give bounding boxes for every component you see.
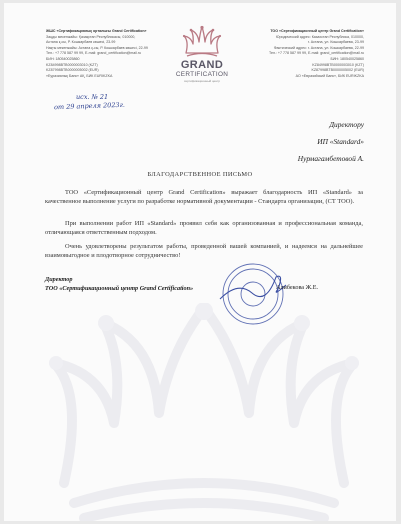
header-line: Фактический адрес: г. Астана, ул. Кошкарбаева, 22-99 <box>273 45 364 50</box>
header-line: KZ84998BTB0000003010 (KZT) <box>46 62 98 67</box>
header-line: «Еуразиялық Банк» АҚ, БИК EURIKZKA <box>46 73 113 78</box>
header-line: Юридический адрес: Казахстан Республика, 010000, <box>275 34 364 39</box>
company-seal <box>218 259 288 329</box>
header-line: Астана қ-сы, Р. Кошкарбаев көшесі, 23-99 <box>46 40 116 45</box>
signatory-org: ТОО «Сертификационный центр Grand Certification» <box>45 285 194 292</box>
recipient-block <box>298 116 364 167</box>
crown-watermark <box>44 303 364 521</box>
letter-title: БЛАГОДАРСТВЕННОЕ ПИСЬМО <box>147 171 253 178</box>
letter-page <box>4 3 396 521</box>
header-line: АО «Евразийский Банк», БИК EURIKZKA <box>295 73 364 78</box>
header-line: KZ87998BTB0000005002 (EUR) <box>311 68 364 73</box>
header-line: ТОО «Сертификационный центр Grand Certification» <box>270 29 364 33</box>
sender-header-kz <box>46 29 166 79</box>
signatory-title: Директор <box>45 276 73 283</box>
sender-header-ru <box>240 29 364 79</box>
recipient-name: Нурмагамбетовой А. <box>297 154 364 163</box>
header-line: KZ84998BTB0000003010 (KZT) <box>312 62 364 67</box>
crown-icon <box>181 25 223 59</box>
header-line: Нақты мекенжайы: Астана қ-сы, Р. Кошкарбаев көшесі, 22-99 <box>46 45 148 50</box>
recipient-role: Директору <box>329 120 364 129</box>
signatory-block <box>45 275 193 293</box>
logo-word-grand: GRAND <box>180 59 224 71</box>
header-line: г. Астана, ул. Кошкарбаева, 23-99 <box>307 40 364 45</box>
header-line: Тел.: +7 778 587 99 99, E-mail: grand_certification@mail.ru <box>268 51 364 56</box>
outgoing-date: от 29 апреля 2023г. <box>53 100 126 112</box>
outgoing-number: исх. № 21 <box>76 93 109 101</box>
header-line: БИН: 180540025860 <box>330 56 364 61</box>
signatory-name: Алибекова Ж.Е. <box>276 284 319 291</box>
letter-paragraph-3: Очень удовлетворены результатом работы, проведенной вашей компанией, и надеемся на дальнейшее взаимовыгодное и плодотворное сотрудничество! <box>45 243 363 259</box>
letter-paragraph-1: ТОО «Сертификационный центр Grand Certification» выражает благодарность ИП «Standard» за качественное выполнение услуги по разработке нормативной документации - Стандарта организации, (СТ ТОО). <box>45 189 363 205</box>
recipient-org: ИП «Standard» <box>317 137 364 146</box>
letter-paragraph-2: При выполнении работ ИП «Standard» проявил себя как организованная и профессиональная команда, отличающаяся ответственным подходом. <box>45 220 363 236</box>
grand-certification-logo <box>174 25 230 83</box>
header-line: ЖШС «Сертификациялық орталығы Grand Certification» <box>46 29 147 33</box>
header-line: БИН: 180540025860 <box>46 56 80 61</box>
header-line: Тел.: +7 778 587 99 99, E-mail: grand_certification@mail.ru <box>46 51 142 56</box>
header-line: Заңды мекенжайы: Қазақстан Республикасы, 010000, <box>46 34 136 39</box>
logo-tagline: сертификационный центр <box>183 79 221 83</box>
logo-word-certification: CERTIFICATION <box>175 71 229 78</box>
header-line: KZ87998BTB0000005002 (EUR) <box>46 68 99 73</box>
